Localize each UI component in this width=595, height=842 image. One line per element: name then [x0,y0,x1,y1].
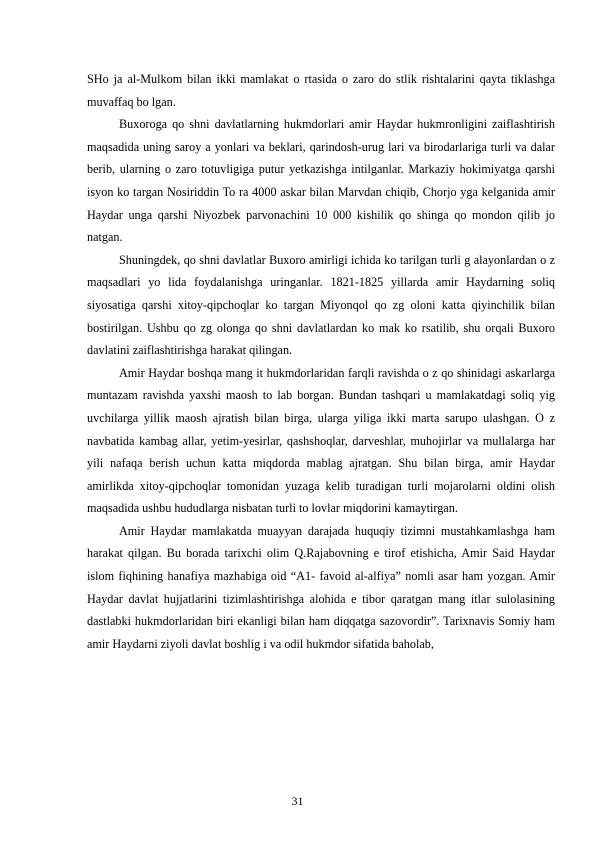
paragraph: Buxoroga qo shni davlatlarning hukmdorlari amir Haydar hukmronligini zaiflashtirish maqsadida uning saroy a yonlari va beklari, qarindosh-urug lari va birodarlariga turli va dalar berib, ularning o zaro totuvligiga putur yetkazishga intilganlar. Markaziy hokimiyatga qarshi isyon ko targan Nosiriddin To ra 4000 askar bilan Marvdan chiqib, Chorjo yga kelganida amir Haydar unga qarshi Niyozbek parvonachini 10 000 kishilik qo shinga qo mondon qilib jo natgan. [87,117,555,245]
paragraph: Amir Haydar boshqa mang it hukmdorlaridan farqli ravishda o z qo shinidagi askarlarga muntazam ravishda yaxshi maosh to lab borgan. Bundan tashqari u mamlakatdagi soliq yig uvchilarga yillik maosh ajratish bilan birga, ularga yiliga ikki marta sarupo ulashgan. O z navbatida kambag allar, yetim-yesirlar, qashshoqlar, darveshlar, muhojirlar va mullalarga har yili nafaqa berish uchun katta miqdorda mablag ajratgan. Shu bilan birga, amir Haydar amirlikda xitoy-qipchoqlar tomonidan yuzaga kelib turadigan turli mojarolarni oldini olish maqsadida ushbu hududlarga nisbatan turli to lovlar miqdorini kamaytirgan. [87,365,555,516]
paragraph-continuation: SHo ja al-Mulkom bilan ikki mamlakat o rtasida o zaro do stlik rishtalarini qayta tiklashga muvaffaq bo lgan. [87,72,555,109]
paragraph: Amir Haydar mamlakatda muayyan darajada huquqiy tizimni mustahkamlashga ham harakat qilgan. Bu borada tarixchi olim Q.Rajabovning e tirof etishicha, Amir Said Haydar islom fiqhining hanafiya mazhabiga oid “A1- favoid al-alfiya” nomli asar ham yozgan. Amir Haydar davlat hujjatlarini tizimlashtirishga alohida e tibor qaratgan mang itlar sulolasining dastlabki hukmdorlaridan biri ekanligi bilan ham diqqatga sazovordir”. Tarixnavis Somiy ham amir Haydarni ziyoli davlat boshlig i va odil hukmdor sifatida baholab, [87,523,555,651]
paragraph: Shuningdek, qo shni davlatlar Buxoro amirligi ichida ko tarilgan turli g alayonlardan o z maqsadlari yo lida foydalanishga uringanlar. 1821-1825 yillarda amir Haydarning soliq siyosatiga qarshi xitoy-qipchoqlar ko targan Miyonqol qo zg oloni katta qiyinchilik bilan bostirilgan. Ushbu qo zg olonga qo shni davlatlardan ko mak ko rsatilib, shu orqali Buxoro davlatini zaiflashtirishga harakat qilingan. [87,252,555,358]
document-body [87,68,555,655]
page-number: 31 [291,794,304,808]
